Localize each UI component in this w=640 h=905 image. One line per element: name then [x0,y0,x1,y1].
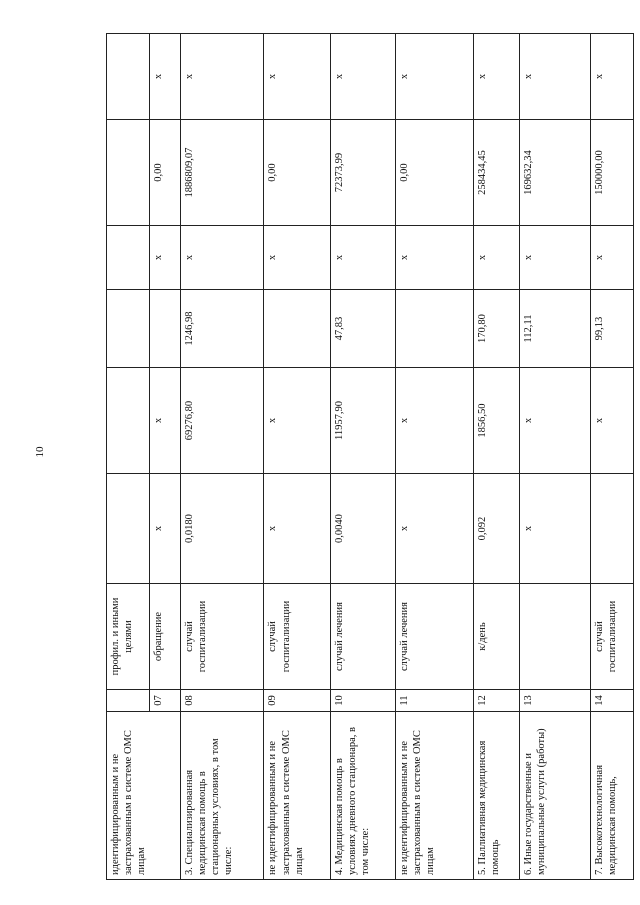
row-total-budget [107,120,150,226]
row-total-oms: x [264,34,331,120]
row-unit: случай госпитализации [264,584,331,690]
row-per-capita-budget: 99,13 [591,290,634,368]
row-norm-volume [107,474,150,584]
row-norm-cost: x [395,368,474,474]
row-total-budget: 258434,45 [474,120,519,226]
row-norm-volume: 0,092 [474,474,519,584]
row-total-budget: 0,00 [149,120,180,226]
row-norm-cost: x [149,368,180,474]
table-rotated-wrapper [106,34,634,880]
row-norm-volume: x [395,474,474,584]
row-total-oms: x [395,34,474,120]
row-total-budget: 72373,99 [331,120,395,226]
row-norm-cost [107,368,150,474]
row-total-budget: 1886809,07 [180,120,263,226]
row-total-budget: 0,00 [395,120,474,226]
table-row [264,34,331,880]
row-code: 07 [149,690,180,712]
row-name: 7. Высокотехнологичная медицинская помощь, [591,712,634,880]
row-norm-volume: x [149,474,180,584]
row-code: 09 [264,690,331,712]
row-per-capita-budget: 1246,98 [180,290,263,368]
row-per-capita-budget: 170,80 [474,290,519,368]
row-per-capita-budget: 112,11 [519,290,591,368]
row-norm-volume: 0,0180 [180,474,263,584]
row-code: 12 [474,690,519,712]
row-code: 13 [519,690,591,712]
medical-care-table [106,33,634,880]
row-total-budget: 150000,00 [591,120,634,226]
row-total-oms: x [519,34,591,120]
row-unit: профил. и иными целями [107,584,150,690]
table-row [107,34,150,880]
row-name: 5. Паллиативная медицинская помощь [474,712,519,880]
table-row [474,34,519,880]
row-per-capita-budget: 47,83 [331,290,395,368]
row-per-capita-budget [149,290,180,368]
row-norm-volume: x [519,474,591,584]
row-per-capita-budget [264,290,331,368]
row-norm-volume [591,474,634,584]
row-total-budget: 0,00 [264,120,331,226]
row-name: не идентифицированным и не застрахованным в системе ОМС лицам [264,712,331,880]
row-per-capita-oms: x [395,226,474,290]
row-unit [519,584,591,690]
row-norm-cost: x [264,368,331,474]
row-per-capita-oms: x [591,226,634,290]
row-name: не идентифицированным и не застрахованным в системе ОМС лицам [395,712,474,880]
row-norm-volume: 0,0040 [331,474,395,584]
row-per-capita-oms: x [264,226,331,290]
row-per-capita-oms [107,226,150,290]
row-per-capita-oms: x [519,226,591,290]
row-total-oms: x [474,34,519,120]
row-name: 4. Медицинская помощь в условиях дневного стационара, в том числе: [331,712,395,880]
row-norm-cost: x [591,368,634,474]
row-per-capita-oms: x [149,226,180,290]
row-total-budget: 169632,34 [519,120,591,226]
row-name: идентифицированным и не застрахованным в системе ОМС лицам [107,712,181,880]
row-unit: случай лечения [395,584,474,690]
row-total-oms: x [331,34,395,120]
row-unit: случай госпитализации [591,584,634,690]
table-row [331,34,395,880]
row-per-capita-oms: x [180,226,263,290]
row-unit: случай лечения [331,584,395,690]
row-total-oms: x [591,34,634,120]
row-norm-cost: 1856,50 [474,368,519,474]
table-row [591,34,634,880]
row-total-oms: x [149,34,180,120]
row-code: 14 [591,690,634,712]
row-unit: случай госпитализации [180,584,263,690]
row-total-oms [107,34,150,120]
row-name: 3. Специализированная медицинская помощь в стационарных условиях, в том числе: [180,712,263,880]
row-unit: к/день [474,584,519,690]
table-row [519,34,591,880]
table-row [395,34,474,880]
row-per-capita-oms: x [331,226,395,290]
row-per-capita-budget [395,290,474,368]
row-norm-cost: 11957,90 [331,368,395,474]
row-code: 08 [180,690,263,712]
row-norm-volume: x [264,474,331,584]
row-norm-cost: 69276,80 [180,368,263,474]
row-per-capita-oms: x [474,226,519,290]
row-code [107,690,150,712]
row-name: 6. Иные государственные и муниципальные услуги (работы) [519,712,591,880]
row-unit: обращение [149,584,180,690]
row-per-capita-budget [107,290,150,368]
row-norm-cost: x [519,368,591,474]
row-code: 10 [331,690,395,712]
row-code: 11 [395,690,474,712]
row-total-oms: x [180,34,263,120]
page-number: 10 [34,446,46,458]
table-row [180,34,263,880]
